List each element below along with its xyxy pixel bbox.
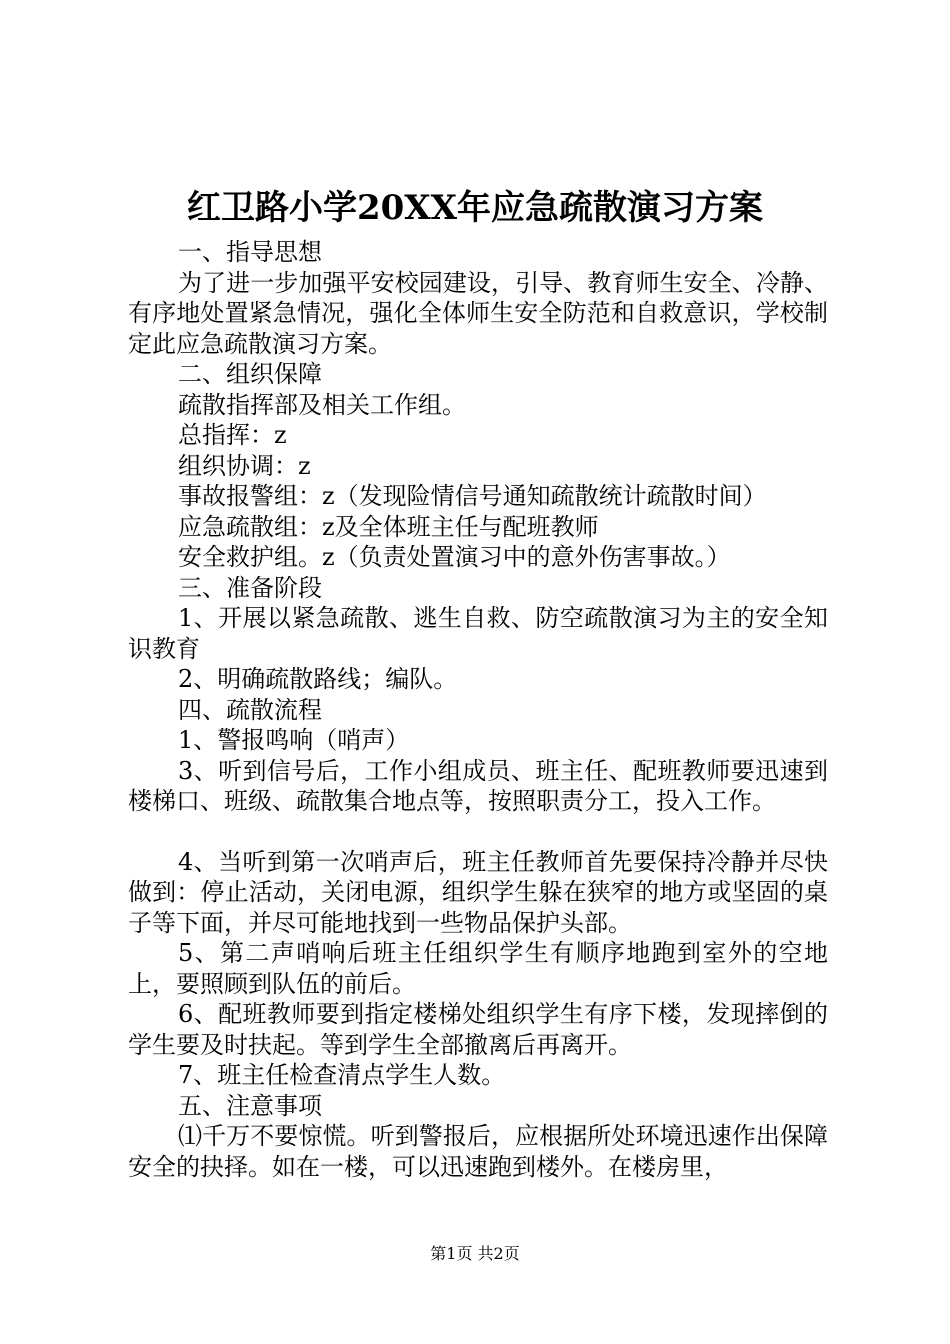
paragraph: 2、明确疏散路线；编队。: [178, 665, 458, 693]
paragraph: 组织协调：z: [178, 451, 311, 480]
document-title: 红卫路小学20XX年应急疏散演习方案: [186, 188, 764, 228]
paragraph: 应急疏散组：z及全体班主任与配班教师: [178, 512, 599, 541]
heading-evacuation-process: 四、疏散流程: [178, 695, 322, 724]
paragraph: 安全救护组。z（负责处置演习中的意外伤害事故。）: [178, 543, 731, 571]
page-number-footer: 第1页 共2页: [430, 1244, 520, 1263]
paragraph: ⑴千万不要惊慌。听到警报后，应根据所处环境迅速作出保障安全的抉择。如在一楼，可以迅速跑到楼外。在楼房里，: [128, 1122, 828, 1181]
paragraph: 1、开展以紧急疏散、逃生自救、防空疏散演习为主的安全知识教育: [128, 604, 828, 663]
paragraph: 疏散指挥部及相关工作组。: [178, 390, 466, 419]
paragraph: 7、班主任检查清点学生人数。: [178, 1061, 506, 1089]
document-body: [128, 237, 828, 1182]
paragraph: 事故报警组：z（发现险情信号通知疏散统计疏散时间）: [178, 482, 767, 510]
paragraph: 1、警报鸣响（哨声）: [178, 726, 410, 754]
paragraph: 总指挥：z: [178, 421, 287, 449]
paragraph: 6、配班教师要到指定楼梯处组织学生有序下楼，发现摔倒的学生要及时扶起。等到学生全部撤离后再离开。: [128, 1000, 828, 1059]
heading-organization: 二、组织保障: [178, 360, 322, 388]
heading-preparation: 三、准备阶段: [178, 573, 322, 602]
paragraph: 3、听到信号后，工作小组成员、班主任、配班教师要迅速到楼梯口、班级、疏散集合地点等，按照职责分工，投入工作。: [128, 756, 828, 815]
paragraph: 为了进一步加强平安校园建设，引导、教育师生安全、冷静、有序地处置紧急情况，强化全体师生安全防范和自救意识，学校制定此应急疏散演习方案。: [128, 268, 828, 358]
heading-precautions: 五、注意事项: [178, 1091, 322, 1120]
paragraph: 4、当听到第一次哨声后，班主任教师首先要保持冷静并尽快做到：停止活动，关闭电源，组织学生躲在狭窄的地方或坚固的桌子等下面，并尽可能地找到一些物品保护头部。: [128, 847, 828, 937]
paragraph: 5、第二声哨响后班主任组织学生有顺序地跑到室外的空地上，要照顾到队伍的前后。: [128, 939, 828, 998]
heading-guiding-ideology: 一、指导思想: [178, 238, 322, 266]
